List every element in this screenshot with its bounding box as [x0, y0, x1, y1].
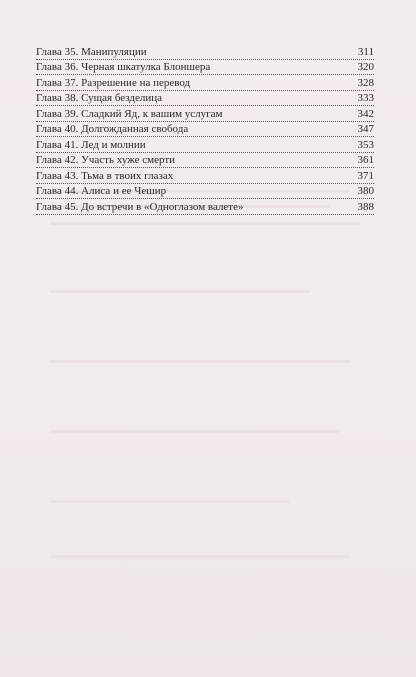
toc-chapter-title: Участь хуже смерти: [81, 154, 176, 166]
toc-entry[interactable]: [36, 168, 374, 184]
toc-entry[interactable]: [36, 153, 374, 169]
toc-entry[interactable]: [36, 44, 374, 60]
toc-chapter-title: Сущая безделица: [81, 92, 163, 104]
toc-page-number: 342: [357, 107, 374, 120]
table-of-contents: [36, 44, 374, 215]
toc-chapter-number: Глава 37.: [36, 76, 79, 89]
bleed-through-line: [50, 500, 290, 503]
toc-entry[interactable]: [36, 91, 374, 107]
toc-entry[interactable]: [36, 75, 374, 91]
toc-page-number: 347: [357, 123, 374, 135]
toc-chapter-title: Черная шкатулка Блоншера: [81, 61, 211, 73]
toc-entry[interactable]: [36, 137, 374, 153]
toc-page-number: 380: [357, 185, 374, 197]
toc-chapter-title: Алиса и ее Чешир: [81, 185, 167, 197]
toc-entry[interactable]: [36, 122, 374, 138]
toc-page-number: 333: [357, 92, 374, 104]
toc-chapter-number: Глава 42.: [36, 154, 79, 166]
toc-chapter-number: Глава 38.: [36, 92, 79, 104]
bleed-through-line: [50, 290, 310, 293]
toc-page-number: 311: [357, 45, 374, 58]
bleed-through-line: [50, 222, 360, 225]
toc-chapter-number: Глава 40.: [36, 123, 79, 135]
toc-chapter-title: Лед и молнии: [81, 138, 146, 151]
toc-entry[interactable]: [36, 184, 374, 200]
toc-page-number: 353: [357, 138, 374, 151]
toc-chapter-title: Сладкий Яд, к вашим услугам: [81, 107, 223, 120]
toc-page-number: 388: [357, 200, 374, 213]
toc-chapter-number: Глава 35.: [36, 45, 79, 58]
toc-entry[interactable]: [36, 106, 374, 122]
toc-page-number: 371: [357, 169, 374, 182]
toc-entry[interactable]: [36, 199, 374, 215]
toc-chapter-number: Глава 43.: [36, 169, 79, 182]
toc-chapter-title: Манипуляции: [81, 45, 147, 58]
bleed-through-line: [50, 360, 350, 363]
toc-chapter-title: До встречи в «Одноглазом валете»: [81, 200, 244, 213]
toc-chapter-number: Глава 45.: [36, 200, 79, 213]
toc-chapter-title: Долгожданная свобода: [81, 123, 189, 135]
toc-page-number: 328: [357, 76, 374, 89]
toc-chapter-number: Глава 44.: [36, 185, 79, 197]
toc-chapter-number: Глава 39.: [36, 107, 79, 120]
toc-page-number: 320: [357, 61, 374, 73]
toc-page-number: 361: [357, 154, 374, 166]
toc-chapter-title: Тьма в твоих глазах: [81, 169, 174, 182]
toc-chapter-number: Глава 36.: [36, 61, 79, 73]
bleed-through-line: [50, 555, 350, 558]
toc-chapter-number: Глава 41.: [36, 138, 79, 151]
toc-entry[interactable]: [36, 60, 374, 76]
bleed-through-line: [50, 430, 340, 433]
toc-chapter-title: Разрешение на перевод: [81, 76, 191, 89]
